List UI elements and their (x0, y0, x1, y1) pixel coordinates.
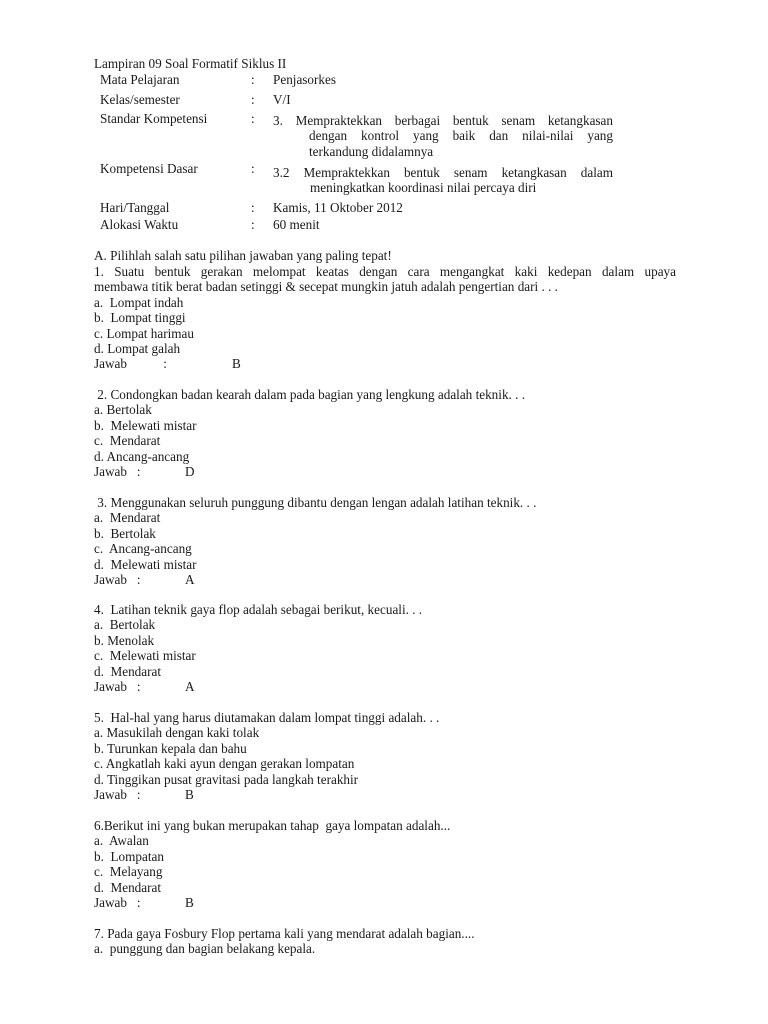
answer-key: A (185, 572, 195, 588)
meta-colon: : (251, 92, 255, 107)
question-1 (94, 264, 676, 372)
question-text: membawa titik berat badan setinggi & secepat mungkin jatuh adalah pengertian dari . . . (94, 279, 558, 295)
answer-option: c. Angkatlah kaki ayun dengan gerakan lompatan (94, 756, 355, 772)
question-7 (94, 926, 676, 957)
standard-competence-line: terkandung didalamnya (309, 143, 434, 159)
meta-label: Kelas/semester (100, 92, 180, 107)
answer-row (94, 895, 676, 910)
answer-key: D (185, 464, 195, 480)
answer-option: c. Ancang-ancang (94, 541, 192, 557)
meta-value: Kamis, 11 Oktober 2012 (273, 200, 403, 215)
answer-option: b. Turunkan kepala dan bahu (94, 740, 247, 756)
meta-label: Hari/Tanggal (100, 200, 170, 215)
question-text: 3. Menggunakan seluruh punggung dibantu dengan lengan adalah latihan teknik. . . (94, 495, 537, 510)
answer-key: B (185, 787, 194, 803)
question-text: 2. Condongkan badan kearah dalam pada bagian yang lengkung adalah teknik. . . (94, 387, 526, 402)
answer-label: Jawab : (94, 787, 141, 803)
question-text: 6.Berikut ini yang bukan merupakan tahap gaya lompatan adalah... (94, 818, 451, 833)
answer-row (94, 572, 676, 587)
answer-key: B (185, 895, 194, 911)
meta-colon: : (251, 111, 255, 126)
answer-option: d. Ancang-ancang (94, 448, 190, 464)
meta-colon: : (251, 161, 255, 176)
answer-option: a. Mendarat (94, 510, 161, 526)
answer-label: Jawab : (94, 572, 141, 588)
answer-option: d. Lompat galah (94, 341, 181, 357)
answer-label: Jawab : (94, 679, 141, 695)
document-title: Lampiran 09 Soal Formatif Siklus II (94, 56, 287, 71)
answer-option: a. punggung dan bagian belakang kepala. (94, 941, 316, 957)
question-text: 1. Suatu bentuk gerakan melompat keatas dengan cara mengangkat kaki kedepan dalam upaya (94, 264, 676, 279)
answer-option: d. Mendarat (94, 879, 162, 895)
basic-competence-line: meningkatkan koordinasi nilai percaya diri (310, 180, 537, 196)
meta-colon: : (251, 72, 255, 87)
answer-option: a. Bertolak (94, 402, 152, 418)
answer-option: c. Lompat harimau (94, 325, 194, 341)
answer-option: d. Mendarat (94, 663, 162, 679)
answer-option: c. Melayang (94, 864, 163, 880)
answer-key: A (185, 679, 195, 695)
meta-label: Kompetensi Dasar (100, 161, 198, 176)
answer-option: a. Bertolak (94, 617, 156, 633)
answer-label: Jawab : (94, 895, 141, 911)
basic-competence-line: 3.2 Mempraktekkan bentuk senam ketangkasan dalam (273, 165, 613, 180)
question-text: 4. Latihan teknik gaya flop adalah sebagai berikut, kecuali. . . (94, 602, 423, 617)
answer-option: a. Masukilah dengan kaki tolak (94, 725, 260, 741)
answer-row (94, 356, 676, 371)
meta-colon: : (251, 200, 255, 215)
meta-label: Standar Kompetensi (100, 111, 208, 126)
answer-option: b. Menolak (94, 632, 155, 648)
answer-option: a. Awalan (94, 833, 149, 849)
standard-competence-line: dengan kontrol yang baik dan nilai-nilai yang (309, 128, 613, 144)
answer-label: Jawab : (94, 356, 167, 372)
question-2 (94, 387, 676, 479)
question-text: 7. Pada gaya Fosbury Flop pertama kali yang mendarat adalah bagian.... (94, 926, 475, 941)
question-5 (94, 710, 676, 802)
answer-label: Jawab : (94, 464, 141, 480)
answer-key: B (232, 356, 241, 372)
question-text: 5. Hal-hal yang harus diutamakan dalam lompat tinggi adalah. . . (94, 710, 440, 725)
section-a-instruction: A. Pilihlah salah satu pilihan jawaban yang paling tepat! (94, 248, 392, 263)
answer-option: a. Lompat indah (94, 294, 184, 310)
standard-competence-value (273, 113, 613, 159)
basic-competence-value (273, 165, 613, 196)
answer-option: b. Melewati mistar (94, 417, 197, 433)
answer-option: b. Lompatan (94, 848, 164, 864)
answer-option: c. Mendarat (94, 433, 161, 449)
question-6 (94, 818, 676, 910)
answer-option: b. Bertolak (94, 525, 156, 541)
meta-value: Penjasorkes (273, 72, 336, 87)
meta-value: 60 menit (273, 217, 320, 232)
answer-option: d. Melewati mistar (94, 556, 197, 572)
answer-option: d. Tinggikan pusat gravitasi pada langkah terakhir (94, 771, 359, 787)
answer-row (94, 787, 676, 802)
answer-row (94, 464, 676, 479)
question-4 (94, 602, 676, 694)
meta-label: Alokasi Waktu (100, 217, 179, 232)
answer-option: b. Lompat tinggi (94, 310, 186, 326)
standard-competence-line: 3. Mempraktekkan berbagai bentuk senam ketangkasan (273, 113, 613, 128)
meta-colon: : (251, 217, 255, 232)
answer-row (94, 679, 676, 694)
meta-label: Mata Pelajaran (100, 72, 180, 87)
question-3 (94, 495, 676, 587)
meta-value: V/I (273, 92, 291, 107)
answer-option: c. Melewati mistar (94, 648, 196, 664)
